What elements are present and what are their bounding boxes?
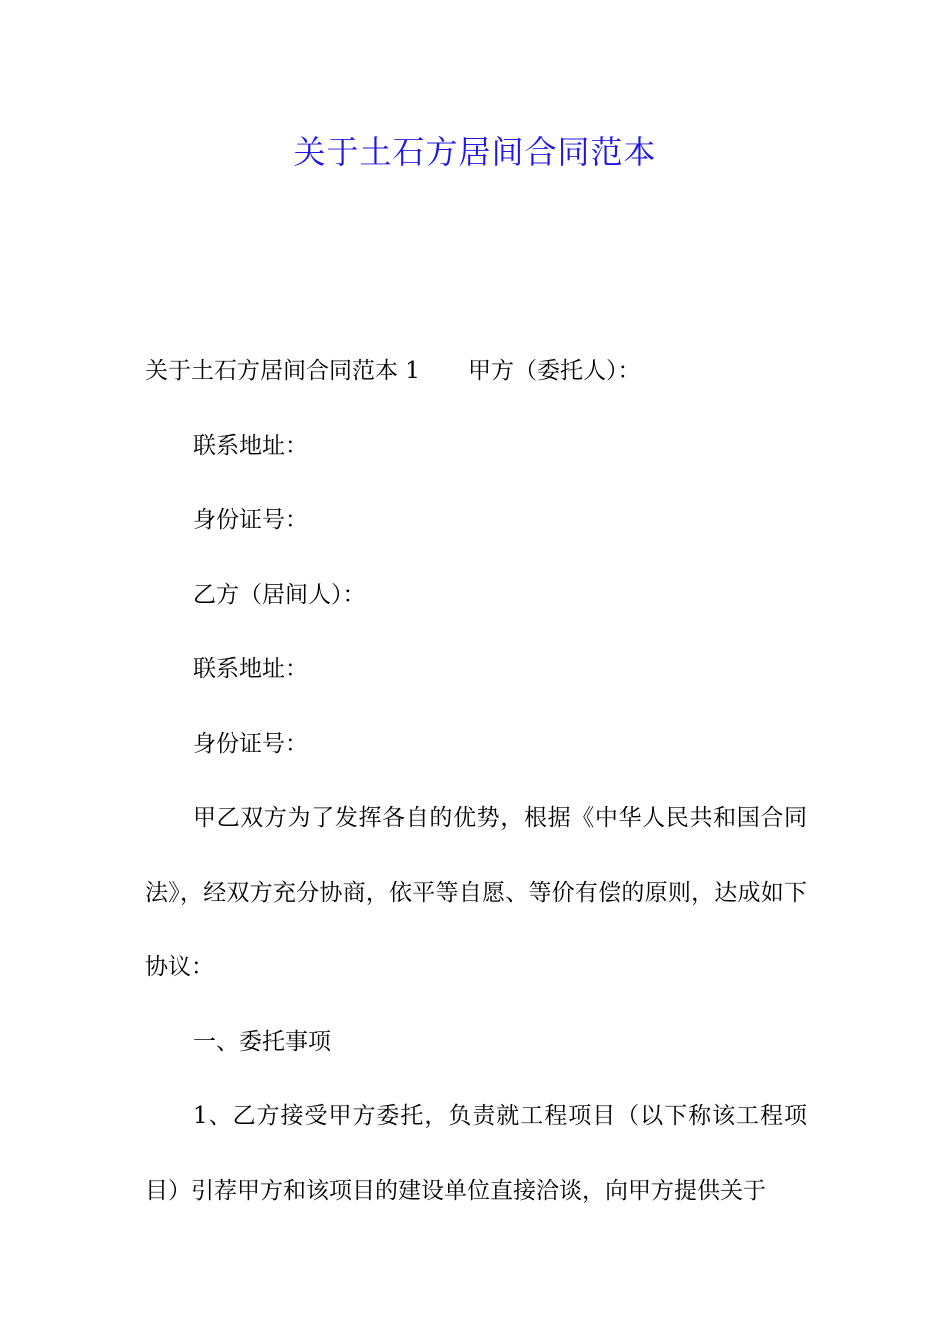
clause-1-paragraph: 1、乙方接受甲方委托，负责就工程项目（以下称该工程项目）引荐甲方和该项目的建设单位直接洽谈，向甲方提供关于 bbox=[145, 1103, 807, 1204]
party-b-address-label: 联系地址： bbox=[193, 656, 308, 682]
party-a-label: 甲方（委托人）： bbox=[467, 358, 641, 384]
document-title: 关于土石方居间合同范本 bbox=[293, 133, 657, 171]
party-b-id-label: 身份证号： bbox=[193, 730, 308, 757]
contract-subheading: 关于土石方居间合同范本 1 bbox=[145, 358, 420, 384]
party-a-id-label: 身份证号： bbox=[193, 507, 308, 533]
intro-paragraph: 甲乙双方为了发挥各自的优势，根据《中华人民共和国合同法》，经双方充分协商，依平等自愿、等价有偿的原则，达成如下协议： bbox=[145, 805, 807, 980]
party-b-label: 乙方（居间人）： bbox=[193, 581, 366, 608]
contract-heading-line bbox=[145, 334, 807, 409]
section-heading-entrustment: 一、委托事项 bbox=[193, 1028, 331, 1055]
document-body bbox=[145, 334, 807, 1228]
party-a-address-label: 联系地址： bbox=[193, 432, 308, 459]
